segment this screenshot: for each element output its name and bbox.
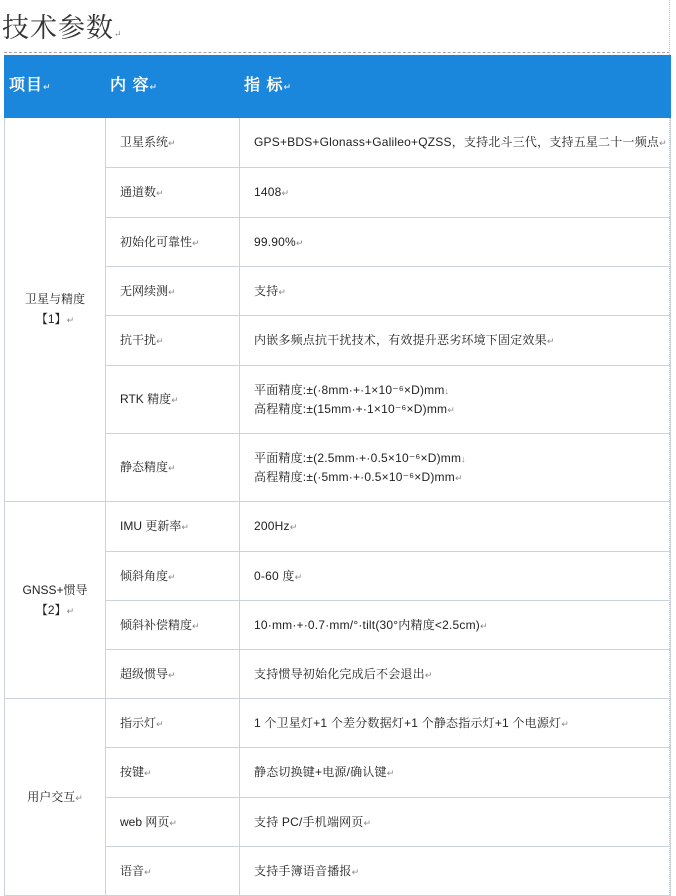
paragraph-mark: ↵ bbox=[168, 463, 176, 473]
parameter-name: 倾斜角度↵ bbox=[106, 552, 240, 601]
paragraph-mark: ↓ bbox=[444, 385, 450, 396]
header-item: 项目↵ bbox=[5, 56, 106, 118]
table-row bbox=[5, 502, 671, 552]
paragraph-mark: ↵ bbox=[144, 866, 152, 877]
paragraph-mark: ↵ bbox=[156, 718, 164, 729]
value-line: GPS+BDS+Glonass+Galileo+QZSS，支持北斗三代，支持五星二十一频点↵ bbox=[254, 135, 667, 149]
paragraph-mark: ↵ bbox=[281, 188, 290, 198]
parameter-name: 初始化可靠性↵ bbox=[106, 218, 240, 267]
paragraph-mark: ↵ bbox=[561, 718, 569, 729]
paragraph-mark: ↵ bbox=[454, 472, 463, 483]
category-label: GNSS+惯导 bbox=[22, 582, 88, 597]
parameter-value bbox=[240, 798, 671, 847]
table-row bbox=[5, 699, 671, 748]
value-line: 1408↵ bbox=[254, 185, 290, 199]
paragraph-mark: ↓ bbox=[461, 453, 466, 464]
category-note: 【1】↵ bbox=[35, 312, 75, 326]
paragraph-mark: ↵ bbox=[168, 669, 176, 680]
section-divider bbox=[4, 52, 670, 53]
value-line: 高程精度:±(15mm·+·1×10⁻⁶×D)mm↵ bbox=[254, 401, 455, 416]
value-line: 支持 PC/手机端网页↵ bbox=[254, 814, 372, 829]
category-cell bbox=[5, 502, 106, 699]
paragraph-mark: ↵ bbox=[144, 768, 152, 778]
parameter-name: 指示灯↵ bbox=[106, 699, 240, 748]
paragraph-mark: ↵ bbox=[192, 620, 200, 631]
parameter-name: 无网续测↵ bbox=[106, 267, 240, 316]
paragraph-mark: ↵ bbox=[479, 620, 488, 631]
parameter-value bbox=[240, 118, 671, 168]
paragraph-mark: ↵ bbox=[659, 138, 667, 148]
value-line: 10·mm·+·0.7·mm/°·tilt(30°内精度<2.5cm)↵ bbox=[254, 617, 488, 632]
parameter-value bbox=[240, 650, 671, 699]
parameter-name: 卫星系统↵ bbox=[106, 118, 240, 168]
category-label: 卫星与精度 bbox=[24, 292, 85, 306]
value-line: 内嵌多频点抗干扰技术，有效提升恶劣环境下固定效果↵ bbox=[254, 333, 555, 347]
value-line: 支持手簿语音播报↵ bbox=[254, 863, 360, 878]
paragraph-mark: ↵ bbox=[295, 237, 304, 248]
parameter-name: 按键↵ bbox=[106, 748, 240, 798]
parameter-name: 语音↵ bbox=[106, 847, 240, 896]
value-line: 200Hz↵ bbox=[254, 519, 298, 533]
paragraph-mark: ↵ bbox=[181, 522, 189, 532]
paragraph-mark: ↵ bbox=[289, 522, 298, 532]
header-spec: 指 标↵ bbox=[240, 56, 671, 118]
parameter-value bbox=[240, 218, 671, 267]
paragraph-mark: ↵ bbox=[168, 286, 176, 297]
parameter-value bbox=[240, 748, 671, 798]
paragraph-mark: ↵ bbox=[386, 768, 395, 778]
parameter-value bbox=[240, 366, 671, 434]
table-row bbox=[5, 118, 671, 168]
table-body bbox=[5, 118, 671, 896]
parameter-name: web 网页↵ bbox=[106, 798, 240, 847]
category-label: 用户交互↵ bbox=[27, 789, 83, 804]
parameter-value bbox=[240, 847, 671, 896]
parameter-value bbox=[240, 316, 671, 366]
value-line: 静态切换键+电源/确认键↵ bbox=[254, 765, 395, 779]
paragraph-mark: ↵ bbox=[114, 29, 122, 39]
parameter-value bbox=[240, 699, 671, 748]
parameter-name: 抗干扰↵ bbox=[106, 316, 240, 366]
parameter-value bbox=[240, 502, 671, 552]
spec-table bbox=[4, 55, 671, 896]
parameter-value bbox=[240, 552, 671, 601]
value-line: 99.90%↵ bbox=[254, 234, 304, 249]
paragraph-mark: ↵ bbox=[351, 866, 360, 877]
category-cell bbox=[5, 118, 106, 502]
paragraph-mark: ↵ bbox=[294, 571, 303, 582]
value-line: 平面精度:±(2.5mm·+·0.5×10⁻⁶×D)mm↓ bbox=[254, 450, 466, 465]
value-line: 1 个卫星灯+1 个差分数据灯+1 个静态指示灯+1 个电源灯↵ bbox=[254, 715, 569, 730]
parameter-name: RTK 精度↵ bbox=[106, 366, 240, 434]
paragraph-mark: ↵ bbox=[168, 138, 176, 148]
category-cell bbox=[5, 699, 106, 896]
value-line: 高程精度:±(·5mm·+·0.5×10⁻⁶×D)mm↵ bbox=[254, 469, 463, 484]
paragraph-mark: ↵ bbox=[168, 571, 176, 582]
page-title: 技术参数↵ bbox=[2, 13, 122, 43]
paragraph-mark: ↵ bbox=[156, 336, 164, 346]
value-line: 支持↵ bbox=[254, 283, 286, 298]
value-line: 支持惯导初始化完成后不会退出↵ bbox=[254, 666, 433, 681]
category-note: 【2】↵ bbox=[35, 602, 75, 617]
parameter-name: IMU 更新率↵ bbox=[106, 502, 240, 552]
paragraph-mark: ↵ bbox=[156, 188, 164, 198]
paragraph-mark: ↵ bbox=[75, 792, 83, 803]
parameter-value bbox=[240, 601, 671, 650]
paragraph-mark: ↵ bbox=[424, 669, 433, 680]
value-line: 0-60 度↵ bbox=[254, 568, 303, 583]
paragraph-mark: ↵ bbox=[66, 315, 75, 325]
parameter-name: 超级惯导↵ bbox=[106, 650, 240, 699]
paragraph-mark: ↵ bbox=[66, 605, 75, 616]
paragraph-mark: ↵ bbox=[192, 237, 200, 248]
parameter-name: 倾斜补偿精度↵ bbox=[106, 601, 240, 650]
paragraph-mark: ↵ bbox=[363, 817, 372, 828]
value-line: 平面精度:±(·8mm·+·1×10⁻⁶×D)mm↓ bbox=[254, 382, 450, 397]
parameter-value bbox=[240, 168, 671, 218]
paragraph-mark: ↵ bbox=[546, 336, 555, 346]
parameter-value bbox=[240, 434, 671, 502]
parameter-value bbox=[240, 267, 671, 316]
parameter-name: 静态精度↵ bbox=[106, 434, 240, 502]
paragraph-mark: ↵ bbox=[278, 286, 286, 297]
paragraph-mark: ↵ bbox=[169, 817, 177, 828]
header-content: 内 容↵ bbox=[106, 56, 240, 118]
table-header-row bbox=[5, 56, 671, 118]
parameter-name: 通道数↵ bbox=[106, 168, 240, 218]
paragraph-mark: ↵ bbox=[171, 395, 179, 405]
paragraph-mark: ↵ bbox=[447, 404, 455, 415]
